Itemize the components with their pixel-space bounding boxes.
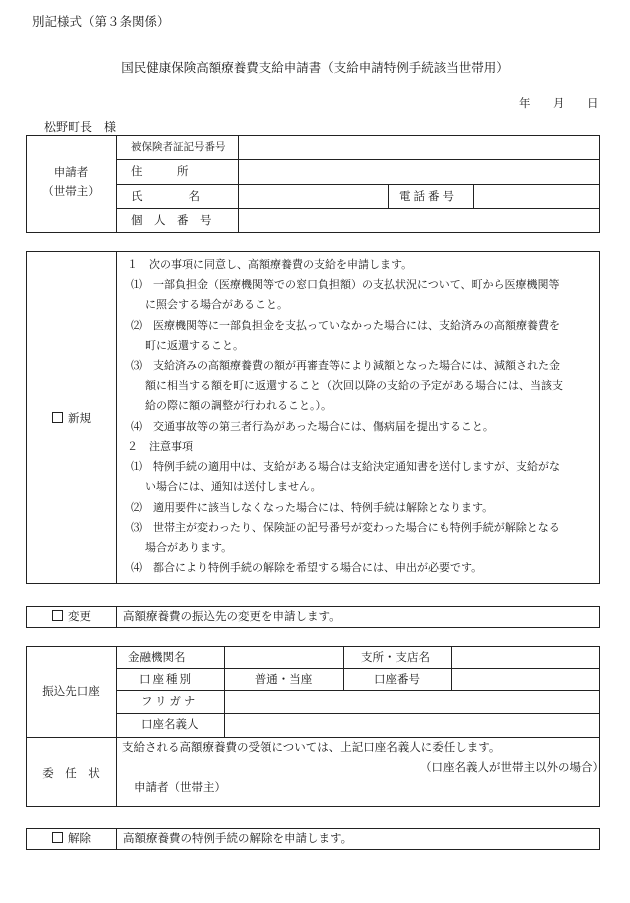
note-line: ⑷ 交通事故等の第三者行為があった場合には、傷病届を提出すること。 — [131, 420, 494, 433]
new-label: 新規 — [68, 411, 91, 425]
applicant-group-label: 申請者 — [53, 165, 89, 179]
address-label: 住 所 — [131, 164, 189, 178]
account-type-label: 口座種別 — [139, 672, 193, 686]
address-field[interactable] — [239, 160, 599, 184]
delegation-label: 委 任 状 — [42, 766, 100, 780]
new-checkbox[interactable] — [52, 412, 63, 423]
account-holder-label: 口座名義人 — [141, 717, 199, 731]
date-day-label: 日 — [587, 96, 599, 110]
delegation-note: （口座名義人が世帯主以外の場合） — [420, 760, 604, 774]
note-line: ⑶ 世帯主が変わったり、保険証の記号番号が変わった場合にも特例手続が解除となる — [131, 521, 560, 534]
name-field[interactable] — [239, 185, 387, 208]
branch-field[interactable] — [452, 647, 599, 668]
note-line: ⑵ 適用要件に該当しなくなった場合には、特例手続は解除となります。 — [131, 501, 494, 514]
personal-number-field[interactable] — [239, 209, 599, 232]
change-checkbox-row[interactable] — [52, 610, 91, 624]
insured-number-label: 被保険者証記号番号 — [131, 141, 226, 153]
delegation-applicant-field[interactable] — [250, 778, 590, 798]
note-line: 町に返還すること。 — [145, 339, 244, 352]
new-checkbox-row[interactable] — [52, 412, 91, 426]
account-number-field[interactable] — [452, 669, 599, 690]
date-month-label: 月 — [553, 96, 565, 110]
branch-label: 支所・支店名 — [361, 650, 430, 664]
change-checkbox[interactable] — [52, 610, 63, 621]
note-line: ⑴ 特例手続の適用中は、支給がある場合は支給決定通知書を送付しますが、支給がな — [131, 460, 560, 473]
note-line: に照会する場合があること。 — [145, 298, 288, 311]
furigana-field[interactable] — [225, 691, 599, 713]
personal-number-label: 個 人 番 号 — [131, 213, 212, 227]
cancel-checkbox-row[interactable] — [52, 832, 91, 846]
phone-field[interactable] — [474, 185, 599, 208]
applicant-group-sublabel: （世帯主） — [42, 184, 100, 198]
note-line: 場合があります。 — [145, 541, 233, 554]
cancel-checkbox[interactable] — [52, 832, 63, 843]
change-label: 変更 — [68, 609, 91, 623]
note-line: ⑶ 支給済みの高額療養費の額が再審査等により減額となった場合には、減額された金 — [131, 359, 560, 372]
note-line: 給の際に額の調整が行われること。）。 — [145, 399, 332, 412]
delegation-text: 支給される高額療養費の受領については、上記口座名義人に委任します。 — [122, 740, 501, 754]
furigana-label: フリガナ — [141, 694, 199, 708]
date-year-label: 年 — [519, 96, 531, 110]
form-title: 国民健康保険高額療養費支給申請書（支給申請特例手続該当世帯用） — [121, 60, 509, 75]
bank-group-label: 振込先口座 — [42, 684, 100, 698]
institution-label: 金融機関名 — [128, 650, 186, 664]
note-line: 額に相当する額を町に返還すること（次回以降の支給の予定がある場合には、当該支 — [145, 379, 563, 392]
note-line: い場合には、通知は送付しません。 — [145, 480, 322, 493]
note-line: ２ 注意事項 — [127, 440, 193, 453]
form-reference: 別記様式（第３条関係） — [32, 14, 170, 29]
name-label: 氏 名 — [131, 189, 200, 203]
change-text: 高額療養費の振込先の変更を申請します。 — [123, 609, 341, 623]
account-number-label: 口座番号 — [374, 672, 420, 686]
insured-number-field[interactable] — [239, 136, 599, 159]
note-line: １ 次の事項に同意し、高額療養費の支給を申請します。 — [127, 258, 413, 271]
note-line: ⑷ 都合により特例手続の解除を希望する場合には、申出が必要です。 — [131, 561, 483, 574]
delegation-applicant-label: 申請者（世帯主） — [134, 780, 226, 794]
phone-label: 電話番号 — [399, 189, 457, 203]
note-line: ⑴ 一部負担金（医療機関等での窓口負担額）の支払状況について、町から医療機関等 — [131, 278, 560, 291]
cancel-label: 解除 — [68, 831, 91, 845]
addressee: 松野町長 様 — [44, 120, 117, 134]
account-holder-field[interactable] — [225, 714, 599, 737]
institution-field[interactable] — [225, 647, 342, 668]
account-type-value[interactable]: 普通・当座 — [254, 672, 313, 686]
cancel-text: 高額療養費の特例手続の解除を申請します。 — [123, 831, 353, 845]
note-line: ⑵ 医療機関等に一部負担金を支払っていなかった場合には、支給済みの高額療養費を — [131, 319, 560, 332]
